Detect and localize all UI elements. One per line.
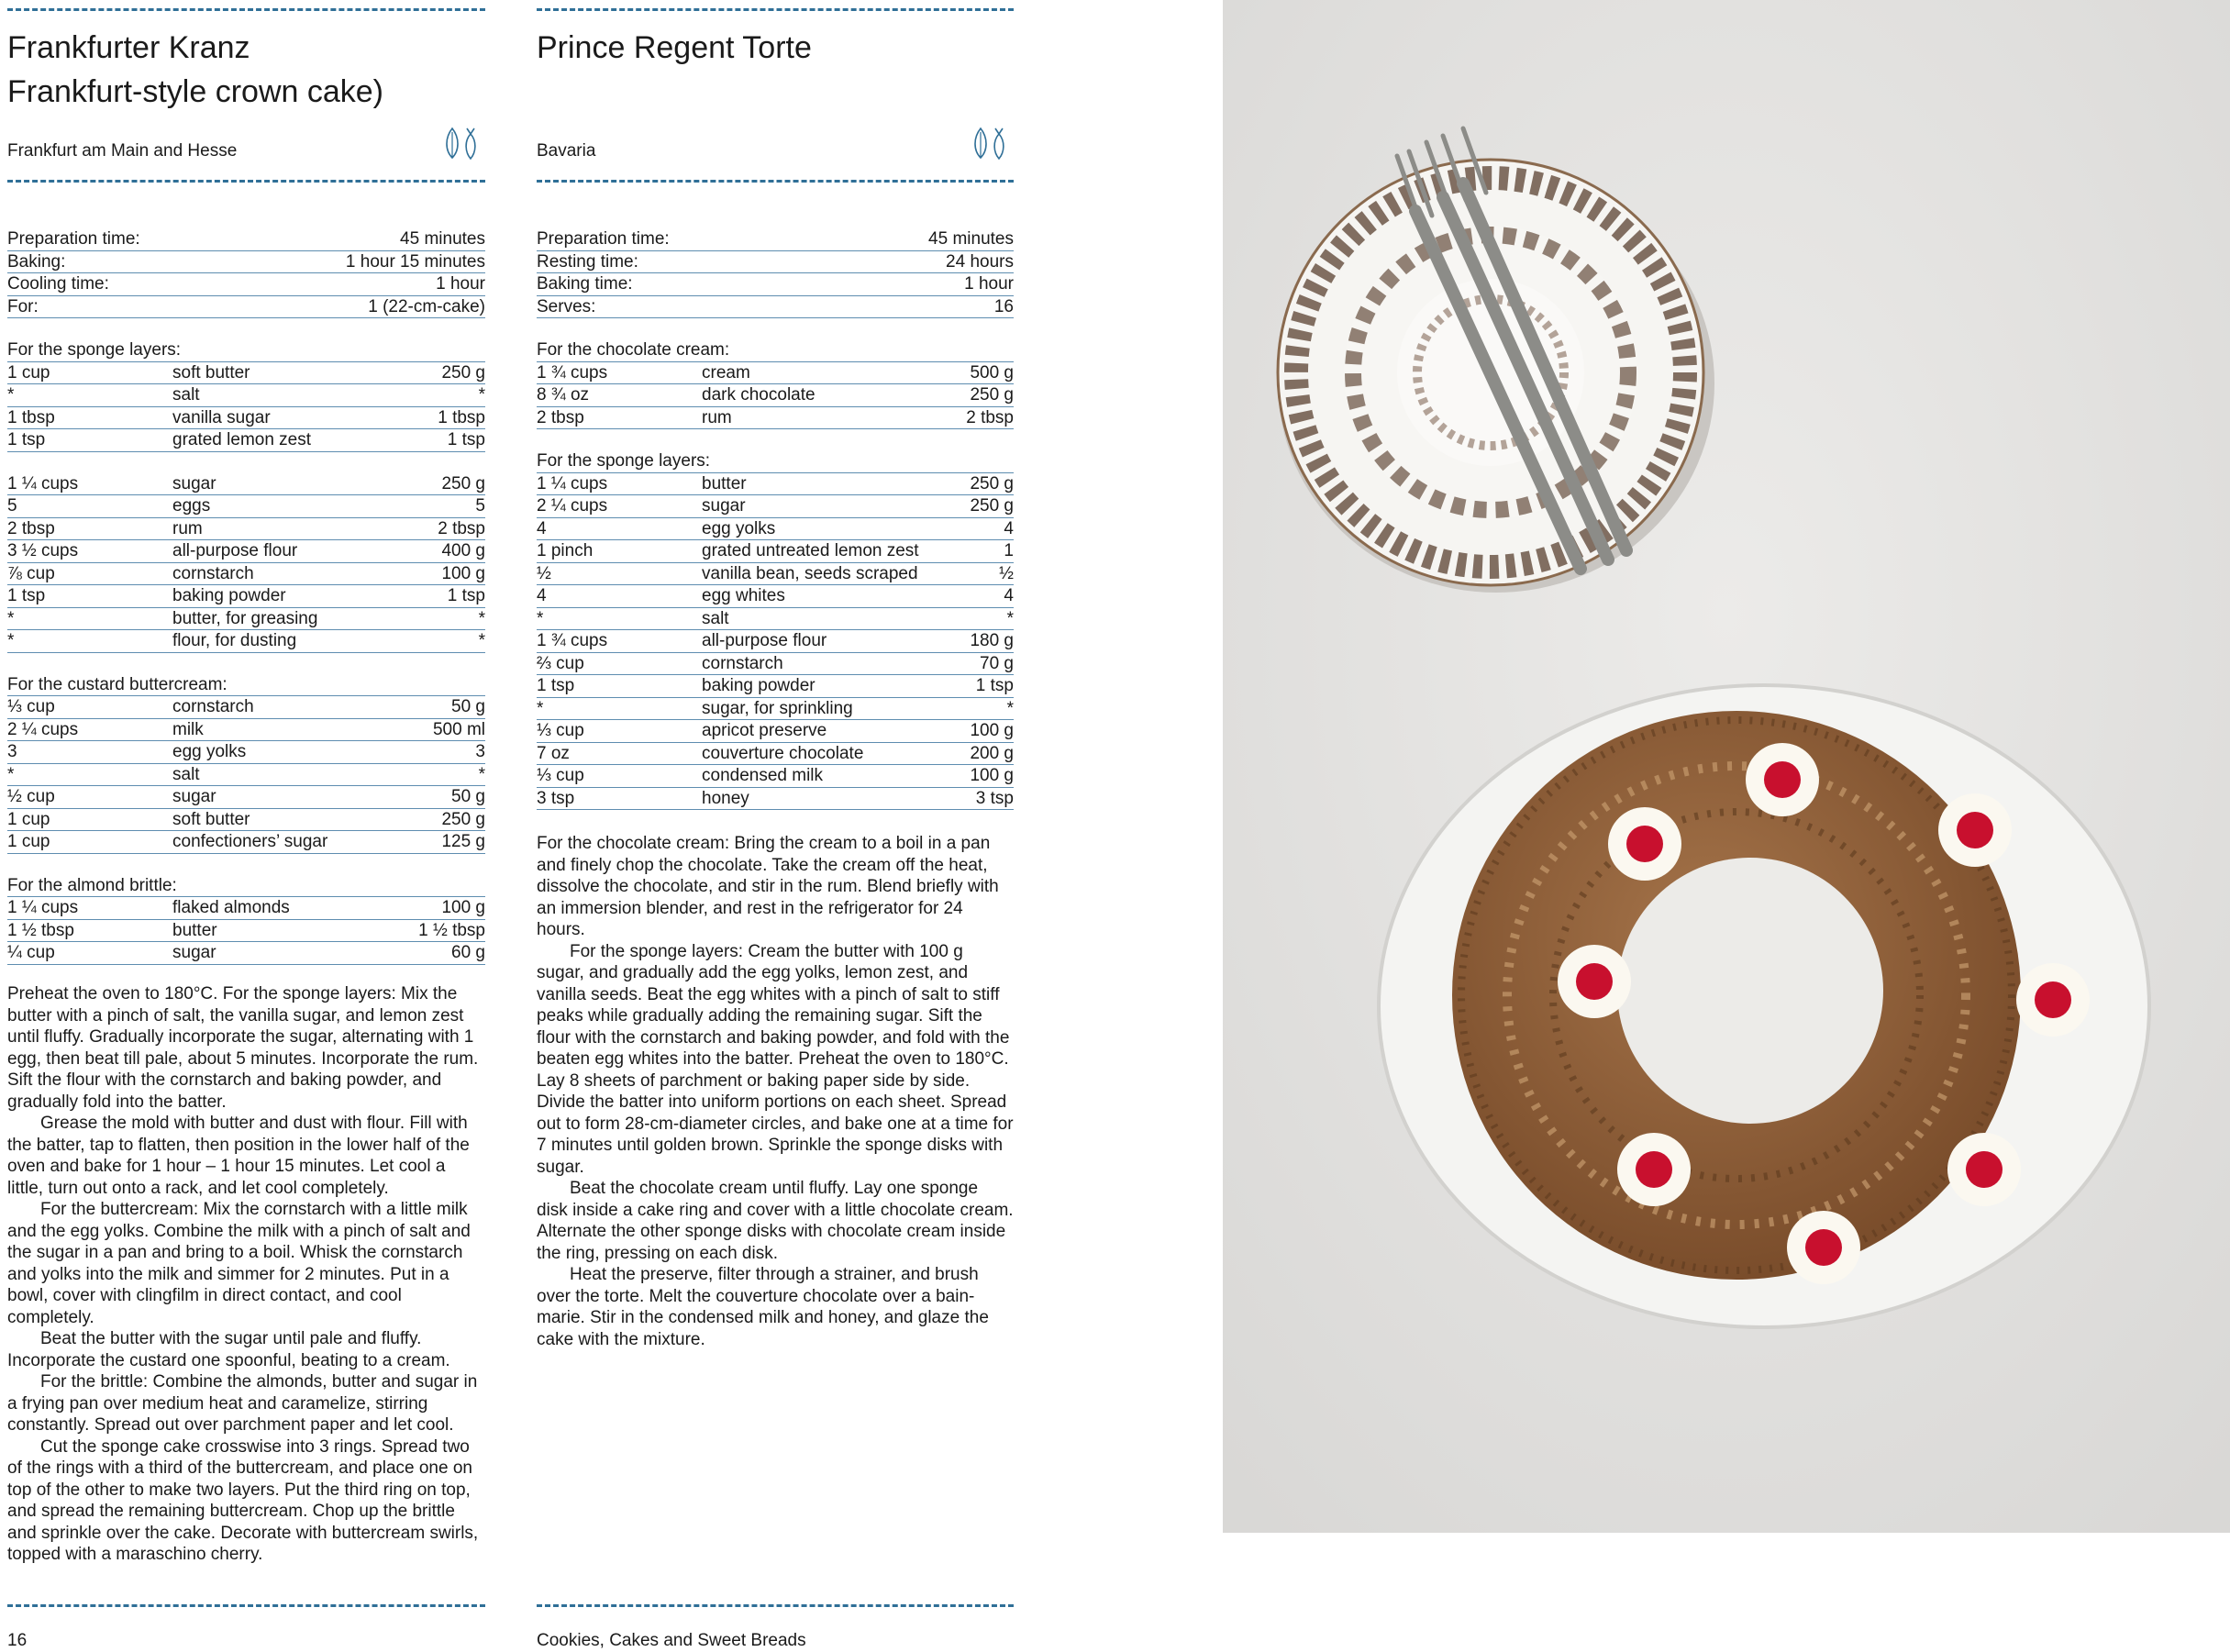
ingredient-name: sugar bbox=[172, 787, 216, 806]
ingredient-row bbox=[537, 630, 1014, 653]
ingredient-row bbox=[537, 743, 1014, 766]
ingredient-list bbox=[537, 473, 1014, 811]
ingredient-name: butter, for greasing bbox=[172, 608, 318, 628]
ingredient-quantity: ⅓ cup bbox=[537, 721, 584, 740]
ingredient-row bbox=[7, 429, 485, 452]
ingredient-name: cornstarch bbox=[702, 653, 783, 673]
ingredient-metric: 70 g bbox=[980, 653, 1014, 673]
method-text bbox=[537, 833, 1014, 1350]
ingredient-metric: 200 g bbox=[970, 743, 1014, 763]
ingredient-metric: 250 g bbox=[441, 362, 485, 383]
ingredient-metric: 500 g bbox=[970, 362, 1014, 383]
ingredient-metric: 4 bbox=[1004, 518, 1014, 538]
ingredient-quantity: 1 pinch bbox=[537, 541, 594, 560]
ingredient-metric: 100 g bbox=[441, 898, 485, 917]
ingredient-row bbox=[537, 540, 1014, 563]
ingredient-metric: * bbox=[478, 608, 485, 628]
ingredient-quantity: ⅔ cup bbox=[537, 653, 584, 673]
ingredient-quantity: 2 tbsp bbox=[7, 518, 55, 538]
ingredient-metric: 2 tbsp bbox=[966, 407, 1014, 427]
ingredient-row bbox=[7, 897, 485, 920]
ingredient-name: sugar bbox=[172, 473, 216, 493]
recipe-title: Prince Regent Torte bbox=[537, 30, 812, 65]
ingredient-name: flaked almonds bbox=[172, 898, 290, 917]
info-row: For: 1 (22-cm-cake) bbox=[7, 296, 485, 319]
ingredient-name: honey bbox=[702, 788, 749, 808]
ingredient-row bbox=[7, 630, 485, 653]
method-paragraph: For the chocolate cream: Bring the cream to a boil in a pan and finely chop the chocolate. Take the cream off the heat, dissolve the chocolate, and stir in the rum. Blend briefly with an immersion blender, and rest in the refrigerator for 24 hours. bbox=[537, 834, 999, 939]
ingredient-metric: 2 tbsp bbox=[438, 518, 485, 538]
recipe-info bbox=[7, 228, 485, 965]
ingredient-quantity: 2 ¼ cups bbox=[537, 496, 608, 516]
ingredient-quantity: 1 cup bbox=[7, 362, 50, 383]
ingredient-list bbox=[7, 696, 485, 854]
method-paragraph: For the sponge layers: Cream the butter with 100 g sugar, and gradually add the egg yolks, lemon zest, and vanilla seeds. Beat the egg whites with a pinch of salt to stiff peaks while gradually adding the remaining sugar. Sift the flour with the cornstarch and baking powder, and fold with the beaten egg whites into the batter. Preheat the oven to 180°C. Lay 8 sheets of parchment or baking paper side by side. Divide the batter into uniform portions on each sheet. Spread out to form 28-cm-diameter circles, and bake one at a time for 7 minutes until golden brown. Sprinkle the sponge disks with sugar. bbox=[537, 941, 1014, 1177]
ingredient-quantity: 4 bbox=[537, 518, 547, 538]
section-heading: For the sponge layers: bbox=[7, 339, 485, 362]
ingredient-quantity: * bbox=[537, 698, 544, 718]
ingredient-metric: 5 bbox=[475, 496, 485, 516]
ingredient-quantity: * bbox=[7, 385, 15, 405]
ingredient-row bbox=[7, 942, 485, 965]
cake-photo bbox=[1223, 0, 2230, 1533]
ingredient-metric: 1 ½ tbsp bbox=[418, 920, 485, 940]
ingredient-row bbox=[537, 407, 1014, 430]
ingredient-metric: * bbox=[1006, 608, 1014, 628]
ingredient-row bbox=[7, 407, 485, 430]
ingredient-metric: 250 g bbox=[441, 809, 485, 829]
ingredient-metric: * bbox=[478, 764, 485, 784]
ingredient-quantity: 1 tbsp bbox=[7, 407, 55, 427]
ingredient-quantity: * bbox=[7, 764, 15, 784]
recipe-column-right bbox=[537, 0, 1014, 1652]
vegetarian-leaf-icon bbox=[441, 125, 482, 161]
ingredient-name: salt bbox=[172, 385, 200, 405]
section-heading: For the almond brittle: bbox=[7, 875, 485, 898]
footer-dashed-rule bbox=[7, 1604, 485, 1607]
ingredient-quantity: 7 oz bbox=[537, 743, 570, 763]
ingredient-quantity: 2 ¼ cups bbox=[7, 719, 79, 739]
ingredient-row bbox=[7, 384, 485, 407]
ingredient-name: grated untreated lemon zest bbox=[702, 541, 919, 560]
ingredient-quantity: ⅓ cup bbox=[7, 697, 55, 716]
region-label: Frankfurt am Main and Hesse bbox=[7, 141, 238, 161]
ingredient-metric: 1 bbox=[1004, 541, 1014, 560]
ingredient-row bbox=[7, 473, 485, 496]
ingredient-metric: 100 g bbox=[970, 766, 1014, 785]
ingredient-metric: 50 g bbox=[451, 787, 485, 806]
recipe-title bbox=[7, 26, 383, 114]
sub-dashed-rule bbox=[537, 180, 1014, 183]
ingredient-row bbox=[537, 653, 1014, 676]
ingredient-metric: 180 g bbox=[970, 631, 1014, 650]
ingredient-row bbox=[537, 698, 1014, 721]
info-row: Cooling time: 1 hour bbox=[7, 273, 485, 296]
ingredient-row bbox=[7, 696, 485, 719]
section-heading: For the chocolate cream: bbox=[537, 339, 1014, 362]
ingredient-row bbox=[7, 518, 485, 541]
ingredient-row bbox=[7, 719, 485, 742]
recipe-info bbox=[537, 228, 1014, 810]
ingredient-quantity: 1 cup bbox=[7, 832, 50, 851]
ingredient-name: all-purpose flour bbox=[702, 631, 827, 650]
ingredient-row bbox=[7, 495, 485, 518]
ingredient-list bbox=[7, 362, 485, 452]
title-line-1: Frankfurter Kranz bbox=[7, 30, 250, 65]
ingredient-quantity: ¼ cup bbox=[7, 943, 55, 962]
ingredient-quantity: * bbox=[7, 608, 15, 628]
ingredient-list bbox=[7, 473, 485, 653]
section-heading: For the sponge layers: bbox=[537, 450, 1014, 473]
ingredient-name: confectioners’ sugar bbox=[172, 832, 328, 851]
ingredient-row bbox=[537, 720, 1014, 743]
info-row: Preparation time: 45 minutes bbox=[537, 228, 1014, 251]
ingredient-row bbox=[7, 786, 485, 809]
ingredient-quantity: 1 tsp bbox=[7, 430, 46, 449]
ingredient-quantity: 1 ¼ cups bbox=[537, 473, 608, 493]
method-paragraph: Grease the mold with butter and dust with flour. Fill with the batter, tap to flatten, then position in the lower half of the oven and bake for 1 hour – 1 hour 15 minutes. Let cool a little, turn out onto a rack, and let cool completely. bbox=[7, 1114, 470, 1198]
ingredient-name: cornstarch bbox=[172, 697, 254, 716]
ingredient-name: apricot preserve bbox=[702, 721, 827, 740]
ingredient-row bbox=[537, 518, 1014, 541]
ingredient-name: sugar bbox=[702, 496, 746, 516]
ingredient-name: milk bbox=[172, 719, 204, 739]
ingredient-row bbox=[7, 741, 485, 764]
ingredient-name: cream bbox=[702, 362, 750, 383]
ingredient-name: condensed milk bbox=[702, 766, 824, 785]
ingredient-name: sugar bbox=[172, 943, 216, 962]
ingredient-metric: 100 g bbox=[970, 721, 1014, 740]
ingredient-quantity: ½ cup bbox=[7, 787, 55, 806]
ingredient-metric: 400 g bbox=[441, 541, 485, 560]
ingredient-name: rum bbox=[702, 407, 732, 427]
ingredient-row bbox=[537, 675, 1014, 698]
ingredient-row bbox=[7, 362, 485, 385]
ingredient-quantity: * bbox=[537, 608, 544, 628]
info-row: Serves: 16 bbox=[537, 296, 1014, 319]
method-paragraph: For the buttercream: Mix the cornstarch with a little milk and the egg yolks. Combine the milk with a pinch of salt and the sugar in a pan and bring to a boil. Whisk the cornstarch and yolks into the milk and simmer for 2 minutes. Put in a bowl, cover with clingfilm in direct contact, and cool completely. bbox=[7, 1200, 471, 1327]
ingredient-metric: 250 g bbox=[970, 496, 1014, 516]
ingredient-list bbox=[537, 362, 1014, 430]
ingredient-metric: 250 g bbox=[441, 473, 485, 493]
ingredient-metric: 1 tsp bbox=[447, 430, 485, 449]
ingredient-name: egg whites bbox=[702, 586, 785, 605]
ingredient-quantity: * bbox=[7, 631, 15, 650]
ingredient-quantity: 2 tbsp bbox=[537, 407, 584, 427]
ingredient-row bbox=[7, 920, 485, 943]
ingredient-quantity: ½ bbox=[537, 563, 551, 583]
ingredient-row bbox=[7, 809, 485, 832]
ingredient-name: butter bbox=[702, 473, 747, 493]
ingredient-name: vanilla sugar bbox=[172, 407, 271, 427]
ingredient-name: all-purpose flour bbox=[172, 541, 298, 560]
ingredient-name: butter bbox=[172, 920, 217, 940]
ingredient-row bbox=[7, 764, 485, 787]
ingredient-metric: 1 tsp bbox=[447, 586, 485, 605]
ingredient-metric: ½ bbox=[999, 563, 1014, 583]
ingredient-row bbox=[537, 362, 1014, 385]
ingredient-quantity: 3 ½ cups bbox=[7, 541, 79, 560]
ingredient-metric: 3 bbox=[475, 742, 485, 761]
ingredient-quantity: 4 bbox=[537, 586, 547, 605]
ingredient-name: soft butter bbox=[172, 809, 250, 829]
info-row: Baking: 1 hour 15 minutes bbox=[7, 251, 485, 274]
ingredient-row bbox=[7, 540, 485, 563]
top-dashed-rule bbox=[7, 8, 485, 11]
ingredient-name: flour, for dusting bbox=[172, 631, 297, 650]
section-heading: For the custard buttercream: bbox=[7, 674, 485, 697]
ingredient-metric: 4 bbox=[1004, 586, 1014, 605]
ingredient-metric: 60 g bbox=[451, 943, 485, 962]
ingredient-metric: 3 tsp bbox=[975, 788, 1014, 808]
method-paragraph: Cut the sponge cake crosswise into 3 rings. Spread two of the rings with a third of the buttercream, and place one on top of the other to make two layers. Put the third ring on top, and spread the remaining buttercream. Chop up the brittle and sprinkle over the cake. Decorate with buttercream swirls, topped with a maraschino cherry. bbox=[7, 1436, 479, 1564]
ingredient-row bbox=[537, 563, 1014, 586]
info-row: Baking time: 1 hour bbox=[537, 273, 1014, 296]
region-label: Bavaria bbox=[537, 141, 596, 161]
ingredient-name: eggs bbox=[172, 496, 211, 516]
ingredient-quantity: 8 ¾ oz bbox=[537, 385, 590, 405]
ingredient-row bbox=[537, 788, 1014, 811]
ingredient-quantity: 1 tsp bbox=[537, 676, 575, 695]
ingredient-name: sugar, for sprinkling bbox=[702, 698, 853, 718]
ingredient-quantity: 1 ¾ cups bbox=[537, 362, 608, 383]
ingredient-metric: 250 g bbox=[970, 473, 1014, 493]
ingredient-metric: 50 g bbox=[451, 697, 485, 716]
top-dashed-rule bbox=[537, 8, 1014, 11]
method-paragraph: Beat the chocolate cream until fluffy. Lay one sponge disk inside a cake ring and cover with a little chocolate cream. Alternate the other sponge disks with chocolate cream inside the ring, pressing on each disk. bbox=[537, 1179, 1014, 1263]
ingredient-metric: * bbox=[1006, 698, 1014, 718]
ingredient-name: rum bbox=[172, 518, 203, 538]
section-footer: Cookies, Cakes and Sweet Breads bbox=[537, 1631, 806, 1650]
ingredient-name: baking powder bbox=[172, 586, 286, 605]
ingredient-name: salt bbox=[702, 608, 729, 628]
ingredient-quantity: 1 ¼ cups bbox=[7, 473, 79, 493]
ingredient-row bbox=[7, 831, 485, 854]
method-text bbox=[7, 983, 485, 1566]
ingredient-quantity: 1 ½ tbsp bbox=[7, 920, 74, 940]
ingredient-quantity: 1 ¼ cups bbox=[7, 898, 79, 917]
ingredient-name: dark chocolate bbox=[702, 385, 815, 405]
ingredient-name: baking powder bbox=[702, 676, 815, 695]
title-line-2: Frankfurt-style crown cake) bbox=[7, 74, 383, 109]
page-number: 16 bbox=[7, 1631, 28, 1650]
ingredient-name: grated lemon zest bbox=[172, 430, 312, 449]
ingredient-row bbox=[537, 585, 1014, 608]
ingredient-quantity: 5 bbox=[7, 496, 17, 516]
method-paragraph: Heat the preserve, filter through a strainer, and brush over the torte. Melt the couverture chocolate over a bain-marie. Stir in the condensed milk and honey, and glaze the cake with the mixture. bbox=[537, 1265, 989, 1349]
ingredient-quantity: 1 ¾ cups bbox=[537, 631, 608, 650]
ingredient-row bbox=[537, 473, 1014, 496]
ingredient-row bbox=[537, 765, 1014, 788]
ingredient-metric: 250 g bbox=[970, 385, 1014, 405]
ingredient-row bbox=[537, 384, 1014, 407]
ingredient-metric: 125 g bbox=[441, 832, 485, 851]
ingredient-quantity: 3 bbox=[7, 742, 17, 761]
method-paragraph: For the brittle: Combine the almonds, butter and sugar in a frying pan over medium heat and caramelize, stirring constantly. Spread out over parchment paper and let cool. bbox=[7, 1372, 478, 1435]
ingredient-quantity: ⅞ cup bbox=[7, 563, 55, 583]
ingredient-list bbox=[7, 897, 485, 965]
ingredient-quantity: 1 cup bbox=[7, 809, 50, 829]
ingredient-metric: * bbox=[478, 631, 485, 650]
ingredient-quantity: ⅓ cup bbox=[537, 766, 584, 785]
sub-dashed-rule bbox=[7, 180, 485, 183]
ingredient-metric: 500 ml bbox=[432, 719, 485, 739]
ingredient-metric: 1 tsp bbox=[975, 676, 1014, 695]
cake-center-hole bbox=[1617, 858, 1883, 1124]
ingredient-quantity: 1 tsp bbox=[7, 586, 46, 605]
ingredient-row bbox=[537, 608, 1014, 631]
ingredient-metric: * bbox=[478, 385, 485, 405]
recipe-column-left bbox=[7, 0, 485, 1652]
ingredient-row bbox=[7, 585, 485, 608]
info-row: Preparation time: 45 minutes bbox=[7, 228, 485, 251]
ingredient-name: cornstarch bbox=[172, 563, 254, 583]
ingredient-name: vanilla bean, seeds scraped bbox=[702, 563, 918, 583]
ingredient-quantity: 3 tsp bbox=[537, 788, 575, 808]
ingredient-row bbox=[7, 608, 485, 631]
ingredient-name: soft butter bbox=[172, 362, 250, 383]
ingredient-metric: 1 tbsp bbox=[438, 407, 485, 427]
ingredient-row bbox=[537, 495, 1014, 518]
ingredient-name: couverture chocolate bbox=[702, 743, 864, 763]
method-paragraph: Beat the butter with the sugar until pale and fluffy. Incorporate the custard one spoonful, beating to a cream. bbox=[7, 1329, 450, 1370]
footer-dashed-rule bbox=[537, 1604, 1014, 1607]
ingredient-row bbox=[7, 563, 485, 586]
ingredient-name: egg yolks bbox=[702, 518, 776, 538]
info-row: Resting time: 24 hours bbox=[537, 251, 1014, 274]
ingredient-name: salt bbox=[172, 764, 200, 784]
method-paragraph: Preheat the oven to 180°C. For the sponge layers: Mix the butter with a pinch of salt, the vanilla sugar, and lemon zest until fluffy. Gradually incorporate the sugar, alternating with 1 egg, then beat till pale, about 5 minutes. Incorporate the rum. Sift the flour with the cornstarch and baking powder, and gradually fold into the batter. bbox=[7, 984, 479, 1112]
ingredient-metric: 100 g bbox=[441, 563, 485, 583]
ingredient-name: egg yolks bbox=[172, 742, 247, 761]
vegetarian-leaf-icon bbox=[970, 125, 1010, 161]
